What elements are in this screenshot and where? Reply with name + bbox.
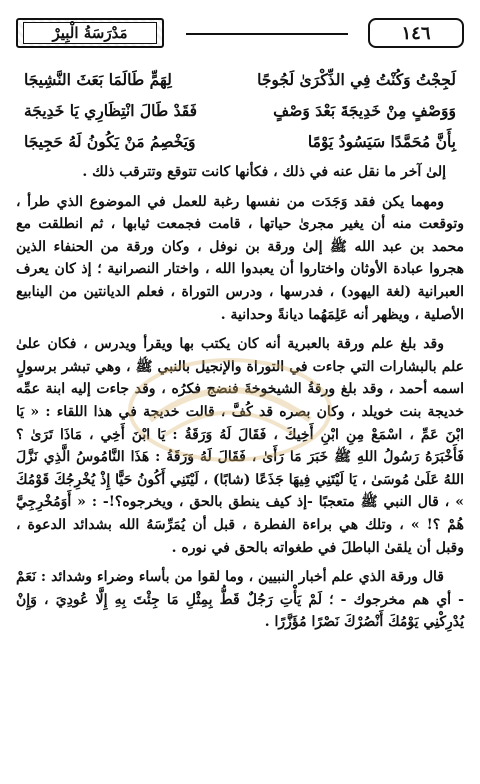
paragraph-khadija-waraqa: ومهما يكن فقد وَجَدَت من نفسها رغبة للعمل في الموضوع الذي طرأ ، وتوقعت منه أن يغير مجرىٰ حياتها ، قامت فجمعت ثيابها ، ثم انطلقت مع محمد بن عبد الله ﷺ إلىٰ ورقة بن نوفل ، وكان ورقة من الحنفاء الذين هجروا عبادة الأوثان واختاروا أن يعبدوا الله ، واختار النصرانية ؛ إذ كان يعرف العبرانية (لغة اليهود) ، فدرسها ، ودرس التوراة ، فعلم الديانتين من الينابيع الأصلية ، ويظهر أنه عَلِمَهُما ديانةً وحدانية . (16, 193, 464, 323)
book-title: مَدْرَسَةُ الْبِيرْ (23, 22, 157, 44)
header-rule (186, 33, 348, 35)
paragraph-waraqa-knowledge: وقد بلغ علم ورقة بالعبرية أنه كان يكتب بها ويقرأ ويدرس ، فكان علىٰ علم بالبشارات التي جاءت في التوراة والإنجيل بالنبي ﷺ ، وهي تبشر برسولٍ اسمه أحمد ، وقد بلغ ورقةُ الشيخوخةَ فنضج فكرُه ، وقد جاءت إليه ابنة عمِّه خديجة بنت خويلد ، وكان بصره قد كُفَّ ، قالت خديجة في هذا اللقاء : « يَا ابْنَ عَمِّ ، اسْمَعْ مِنِ ابْنِ أَخِيكَ ، فَقَالَ لَهُ وَرَقَةُ : يَا ابْنَ أَخِي ، مَاذَا تَرَىٰ ؟ فَأَخْبَرَهُ رَسُولُ اللهِ ﷺ خَبَرَ مَا رَأَىٰ ، فَقَالَ لَهُ وَرَقَةُ : هَذَا النَّامُوسُ الَّذِي نَزَّلَ اللهُ عَلَىٰ مُوسَىٰ ، يَا لَيْتَنِي فِيهَا جَذَعًا (شابًا) ، لَيْتَنِي أَكُونُ حَيًّا إِذْ يُخْرِجُكَ قَوْمُكَ » ، قال النبي ﷺ متعجبًا -إذ كيف ينطق بالحق ، ويخرجوه؟!- : « أَوَمُخْرِجِيَّ هُمْ ؟! » ، وتلك هي براءة الفطرة ، قبل أن يُمَرِّسَهُ الله بشدائد الدعوة ، وقبل أن يلقىٰ الباطلَ في طغواته بالحق في نوره . (16, 336, 464, 556)
page-header (16, 14, 464, 52)
poem-verse (16, 95, 464, 126)
verse-first-hemistich: وَوَصْفٍ مِنْ خَدِيجَةَ بَعْدَ وَصْفٍ (273, 101, 456, 120)
book-title-frame (16, 18, 164, 48)
verse-second-hemistich: فَقَدْ طَالَ انْتِظَارِي يَا خَدِيجَة (24, 101, 198, 120)
verse-first-hemistich: لَجِجْتُ وَكُنْتُ فِي الذِّكْرَىٰ لَجُوجًا (257, 70, 456, 89)
verse-first-hemistich: بِأَنَّ مُحَمَّدًا سَيَسُودُ يَوْمًا (307, 132, 456, 151)
verse-second-hemistich: لِهَمٍّ طَالَمَا بَعَثَ النَّشِيجَا (24, 70, 172, 89)
poem-verse (16, 126, 464, 157)
poem-block (16, 64, 464, 157)
paragraph-intro: إلىٰ آخر ما نقل عنه في ذلك ، فكأنها كانت تتوقع وتترقب ذلك . (82, 164, 446, 180)
poem-verse (16, 64, 464, 95)
paragraph-waraqa-reply: قال ورقة الذي علم أخبار النبيين ، وما لقوا من بأساء وضراء وشدائد : نَعَمْ - أي هم مخرجوك - ؛ لَمْ يَأْتِ رَجُلٌ قَطُّ بِمِثْلِ مَا جِئْتَ بِهِ إِلَّا عُودِيَ ، وَإِنْ يُدْرِكْنِي يَوْمُكَ أَنْصُرْكَ نَصْرًا مُؤَزَّرًا . (16, 569, 464, 631)
verse-second-hemistich: وَيَخْصِمُ مَنْ يَكُونُ لَهُ حَجِيجَا (24, 132, 196, 151)
page-number: ١٤٦ (368, 18, 464, 48)
